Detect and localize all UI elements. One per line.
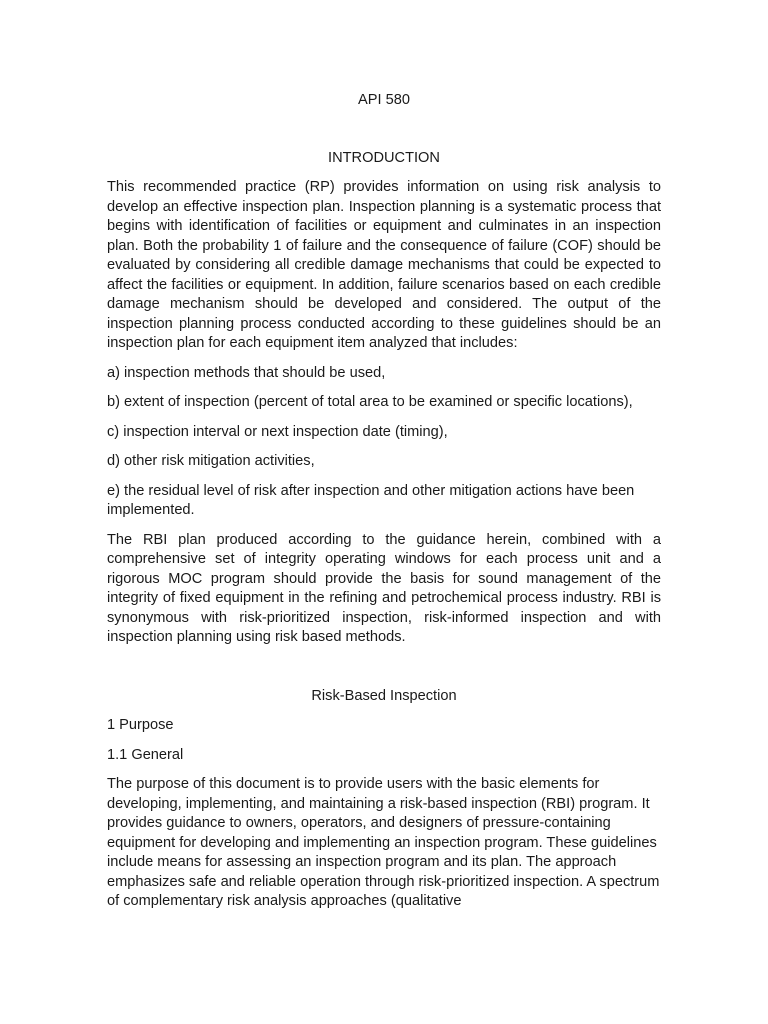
list-item-b: b) extent of inspection (percent of total area to be examined or specific locations), (107, 394, 633, 410)
introduction-heading: INTRODUCTION (328, 149, 440, 166)
purpose-heading: 1 Purpose (107, 717, 174, 733)
list-item-e: e) the residual level of risk after inspection and other mitigation actions have been implemented. (107, 482, 635, 518)
list-item-a: a) inspection methods that should be used, (107, 364, 386, 381)
purpose-paragraph: The purpose of this document is to provide users with the basic elements for developing, implementing, and maintaining a risk-based inspection (RBI) program. It provides guidance to owners, operators, and designers of pressure-containing equipment for developing and implementing an inspection program. These guidelines include means for assessing an inspection program and its plan. The approach emphasizes safe and reliable operation through risk-prioritized inspection. A spectrum of complementary risk analysis approaches (qualitative (107, 776, 660, 909)
list-item-c: c) inspection interval or next inspection date (timing), (107, 423, 448, 440)
introduction-paragraph: This recommended practice (RP) provides information on using risk analysis to develop an effective inspection plan. Inspection planning is a systematic process that begins with identification of facilities or equipment and culminates in an inspection plan. Both the probability 1 of failure and the consequence of failure (COF) should be evaluated by considering all credible damage mechanisms that could be expected to affect the facilities or equipment. In addition, failure scenarios based on each credible damage mechanism should be developed and considered. The output of the inspection planning process conducted according to these guidelines should be an inspection plan for each equipment item analyzed that includes: (107, 179, 661, 351)
section-heading: Risk-Based Inspection (311, 687, 457, 704)
list-item-d: d) other risk mitigation activities, (107, 453, 315, 469)
rbi-plan-paragraph: The RBI plan produced according to the guidance herein, combined with a comprehensive set of integrity operating windows for each process unit and a rigorous MOC program should provide the basis for sound management of the integrity of fixed equipment in the refining and petrochemical process industry. RBI is synonymous with risk-prioritized inspection, risk-informed inspection and with inspection planning using risk based methods. (107, 531, 661, 645)
general-subheading: 1.1 General (107, 746, 184, 763)
document-content (107, 91, 661, 912)
document-title: API 580 (358, 92, 410, 108)
